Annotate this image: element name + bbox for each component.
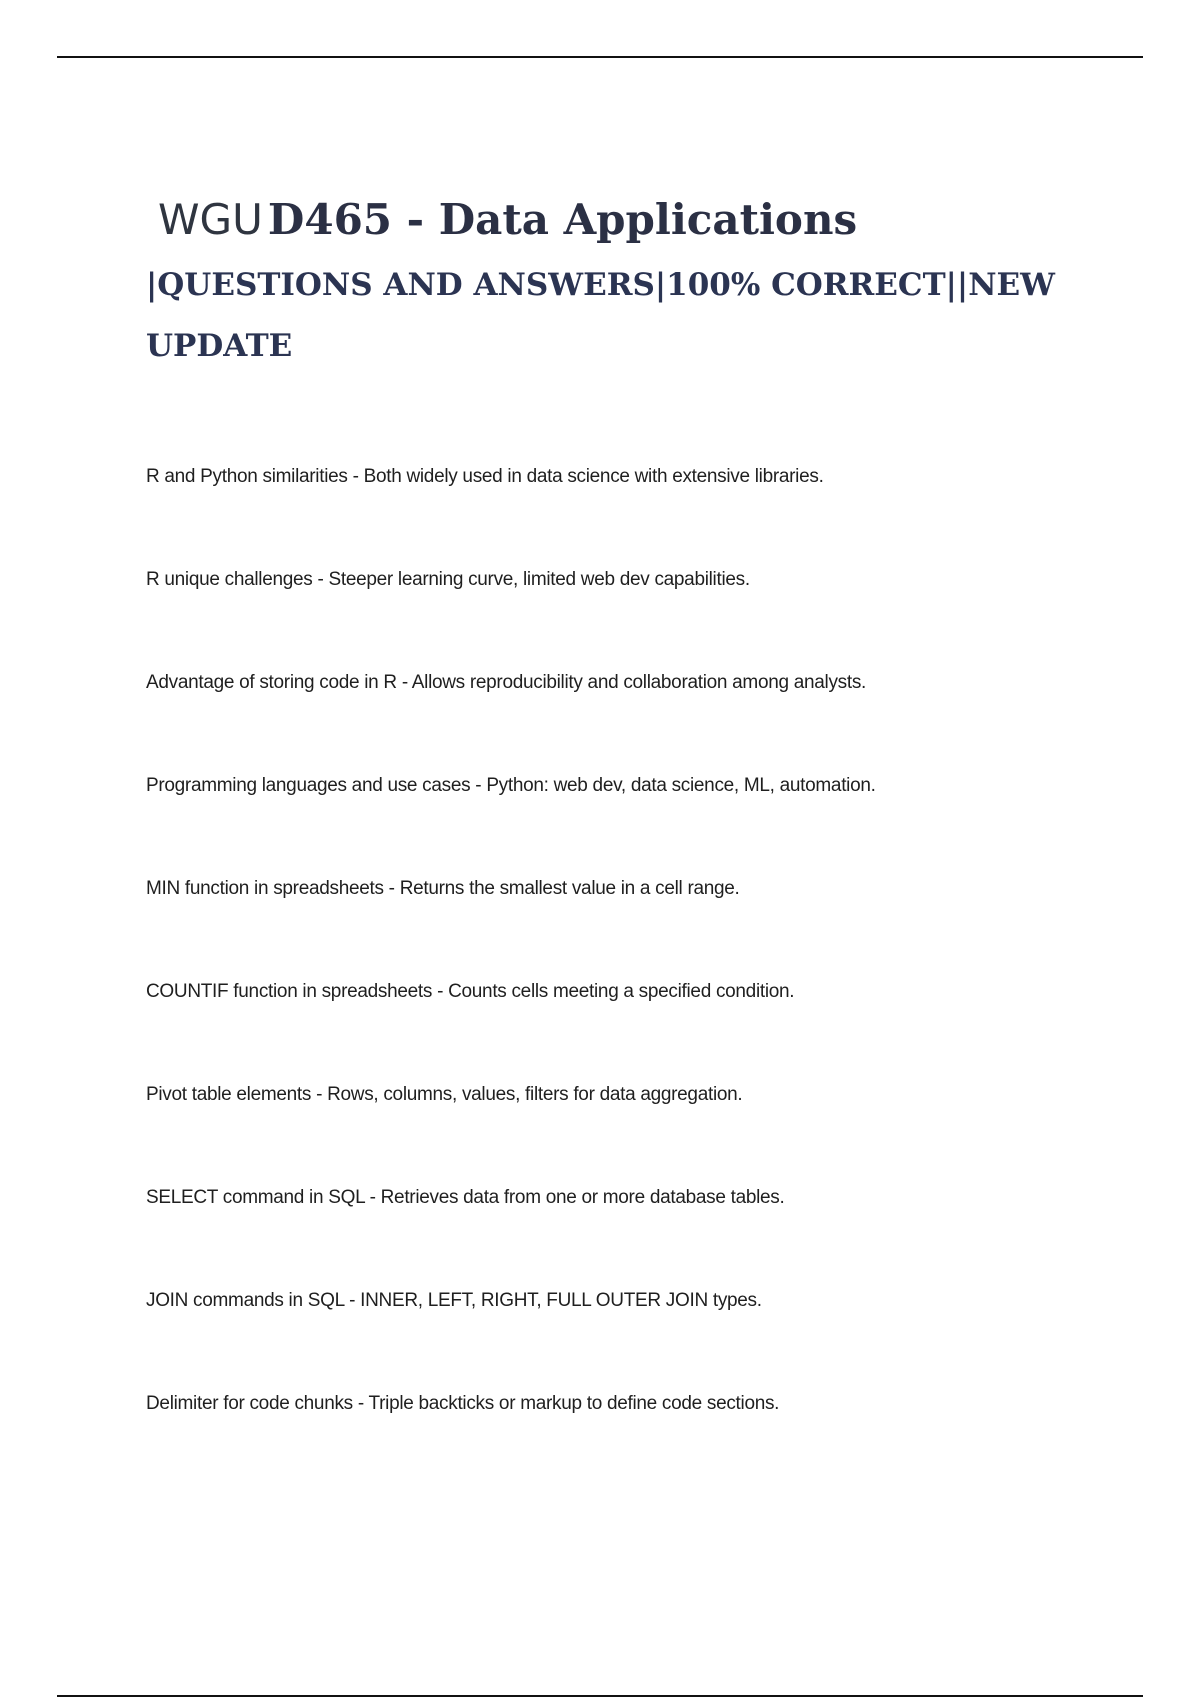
qa-separator: - <box>344 1290 361 1311</box>
qa-item <box>146 1289 1126 1392</box>
qa-item <box>146 568 1126 671</box>
title-prefix: WGU <box>158 195 263 244</box>
qa-term: MIN function in spreadsheets <box>146 878 384 899</box>
qa-definition: Retrieves data from one or more database tables. <box>380 1187 785 1208</box>
title-suffix: |QUESTIONS AND ANSWERS|100% CORRECT||NEW UPDATE <box>146 267 1055 364</box>
qa-definition: Triple backticks or markup to define code sections. <box>368 1393 780 1414</box>
qa-definition: Python: web dev, data science, ML, automation. <box>486 775 876 796</box>
qa-separator: - <box>470 775 487 796</box>
qa-term: Pivot table elements <box>146 1084 312 1105</box>
qa-term: SELECT command in SQL <box>146 1187 365 1208</box>
qa-item <box>146 1392 1126 1495</box>
qa-separator: - <box>383 878 400 899</box>
qa-item <box>146 980 1126 1083</box>
qa-separator: - <box>364 1187 381 1208</box>
qa-term: COUNTIF function in spreadsheets <box>146 981 433 1002</box>
top-rule <box>57 56 1143 58</box>
qa-term: R and Python similarities <box>146 466 348 487</box>
bottom-rule <box>57 1695 1143 1697</box>
qa-definition: Counts cells meeting a specified condition. <box>448 981 795 1002</box>
qa-item <box>146 465 1126 568</box>
qa-item <box>146 877 1126 980</box>
qa-item <box>146 1186 1126 1289</box>
qa-term: R unique challenges <box>146 569 313 590</box>
qa-definition: Allows reproducibility and collaboration among analysts. <box>411 672 867 693</box>
qa-separator: - <box>312 569 329 590</box>
qa-definition: Rows, columns, values, filters for data aggregation. <box>327 1084 743 1105</box>
qa-separator: - <box>347 466 364 487</box>
qa-item <box>146 671 1126 774</box>
title-main: D465 - Data Applications <box>267 195 858 244</box>
qa-definition: Both widely used in data science with extensive libraries. <box>363 466 824 487</box>
qa-separator: - <box>432 981 449 1002</box>
qa-term: JOIN commands in SQL <box>146 1290 345 1311</box>
qa-item <box>146 1083 1126 1186</box>
qa-separator: - <box>352 1393 369 1414</box>
qa-definition: Steeper learning curve, limited web dev capabilities. <box>328 569 750 590</box>
qa-separator: - <box>396 672 412 693</box>
qa-term: Advantage of storing code in R <box>146 672 397 693</box>
qa-separator: - <box>311 1084 328 1105</box>
qa-item <box>146 774 1126 877</box>
qa-definition: INNER, LEFT, RIGHT, FULL OUTER JOIN types. <box>360 1290 762 1311</box>
qa-definition: Returns the smallest value in a cell range. <box>399 878 740 899</box>
qa-term: Delimiter for code chunks <box>146 1393 353 1414</box>
document-title <box>146 192 1066 379</box>
qa-list <box>146 465 1126 1495</box>
qa-term: Programming languages and use cases <box>146 775 471 796</box>
